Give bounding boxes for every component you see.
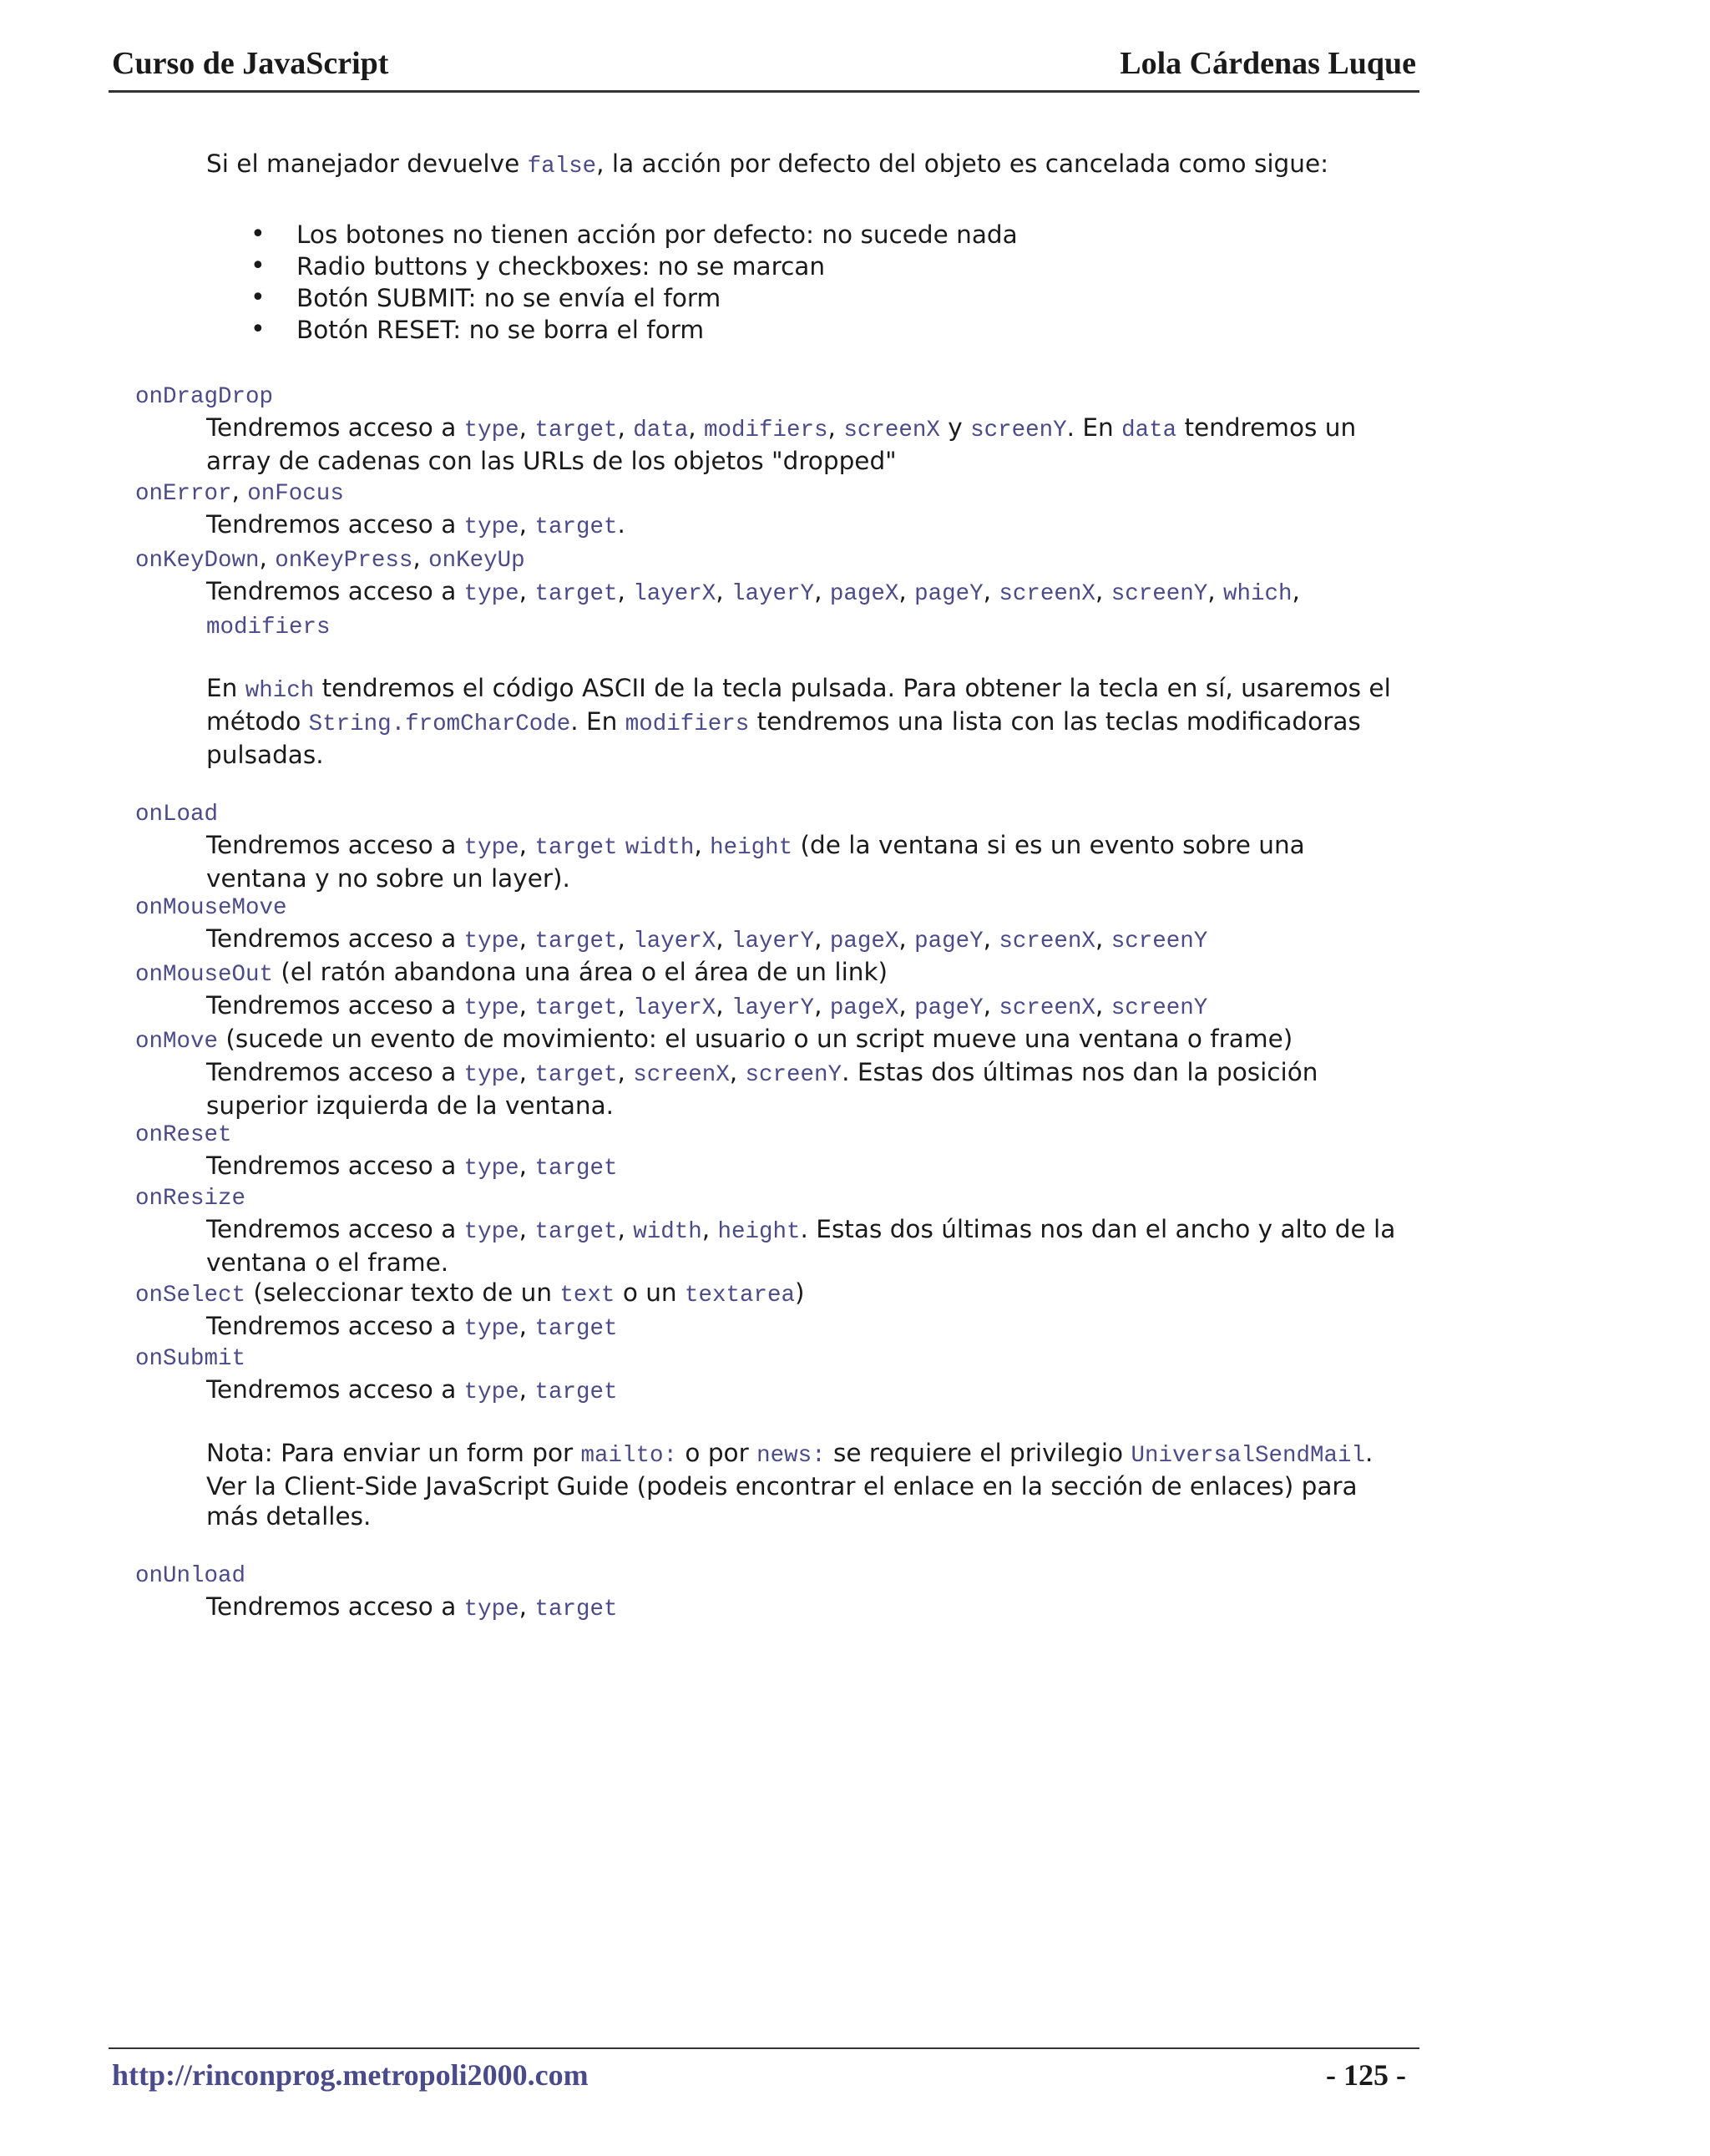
list-item: • Botón SUBMIT: no se envía el form <box>250 282 1404 314</box>
event-description: Tendremos acceso a type, target <box>206 1375 618 1405</box>
footer-url-link[interactable]: http://rinconprog.metropoli2000.com <box>112 2058 589 2092</box>
event-name: onDragDrop <box>135 384 274 410</box>
list-item: • Radio buttons y checkboxes: no se marcan <box>250 251 1404 282</box>
event-onmousemove <box>135 893 1404 957</box>
event-description: Tendremos acceso a type, target, data, modifiers, screenX y screenY. En data tendremos un array de cadenas con las URLs de los objetos "dropped" <box>206 413 1357 475</box>
page-body <box>135 149 1404 1625</box>
cancel-actions-list <box>250 219 1404 346</box>
intro-paragraph: Si el manejador devuelve false, la acción por defecto del objeto es cancelada como sigue: <box>206 149 1329 180</box>
event-onunload <box>135 1561 1404 1625</box>
event-name: onMouseMove <box>135 895 287 921</box>
which-paragraph: En which tendremos el código ASCII de la tecla pulsada. Para obtener la tecla en sí, usaremos el método String.fromCharCode. En modifiers tendremos una lista con las teclas modificadoras pulsadas. <box>206 674 1391 769</box>
nota-paragraph: Nota: Para enviar un form por mailto: o por news: se requiere el privilegio UniversalSendMail. Ver la Client-Side JavaScript Guide (podeis encontrar el enlace en la sección de enlaces) para más detalles. <box>206 1439 1374 1531</box>
event-onsubmit <box>135 1344 1404 1531</box>
event-name: onError, onFocus <box>135 477 344 507</box>
page-footer <box>109 2047 1419 2108</box>
event-name: onUnload <box>135 1563 246 1589</box>
event-name: onSelect (seleccionar texto de un text o un textarea) <box>135 1278 805 1308</box>
event-onload <box>135 800 1404 893</box>
event-onerror-onfocus <box>135 476 1404 543</box>
event-name: onLoad <box>135 802 219 827</box>
event-description: Tendremos acceso a type, target <box>206 1592 618 1622</box>
event-name: onMove (sucede un evento de movimiento: el usuario o un script mueve una ventana o frame) <box>135 1025 1293 1055</box>
event-name: onMouseOut (el ratón abandona una área o el área de un link) <box>135 958 888 988</box>
event-onkey <box>135 543 1404 770</box>
event-description: Tendremos acceso a type, target <box>206 1312 618 1342</box>
page-number: - 125 - <box>1326 2058 1406 2092</box>
event-name: onResize <box>135 1186 246 1212</box>
event-onresize <box>135 1184 1404 1278</box>
event-description: Tendremos acceso a type, target <box>206 1151 618 1182</box>
event-name: onSubmit <box>135 1346 246 1372</box>
event-onreset <box>135 1121 1404 1184</box>
event-onselect <box>135 1278 1404 1344</box>
event-name: onKeyDown, onKeyPress, onKeyUp <box>135 544 525 574</box>
event-description: Tendremos acceso a type, target, screenX, screenY. Estas dos últimas nos dan la posición superior izquierda de la ventana. <box>206 1058 1318 1120</box>
event-description: Tendremos acceso a type, target, layerX, layerY, pageX, pageY, screenX, screenY, which, modifiers <box>206 577 1300 640</box>
event-description: Tendremos acceso a type, target. <box>206 510 625 540</box>
code-false: false <box>527 154 597 180</box>
event-name: onReset <box>135 1122 232 1148</box>
event-ondragdrop <box>135 382 1404 476</box>
event-description: Tendremos acceso a type, target, layerX, layerY, pageX, pageY, screenX, screenY <box>206 924 1208 954</box>
header-course-title: Curso de JavaScript <box>112 46 389 81</box>
list-item: • Los botones no tienen acción por defecto: no sucede nada <box>250 219 1404 251</box>
event-onmouseout <box>135 957 1404 1024</box>
list-item: • Botón RESET: no se borra el form <box>250 314 1404 346</box>
page-header <box>109 42 1419 93</box>
event-onmove <box>135 1024 1404 1121</box>
header-author: Lola Cárdenas Luque <box>1120 46 1416 81</box>
event-description: Tendremos acceso a type, target width, height (de la ventana si es un evento sobre una ventana y no sobre un layer). <box>206 831 1305 893</box>
event-description: Tendremos acceso a type, target, layerX, layerY, pageX, pageY, screenX, screenY <box>206 991 1208 1021</box>
event-description: Tendremos acceso a type, target, width, height. Estas dos últimas nos dan el ancho y alto de la ventana o el frame. <box>206 1215 1396 1277</box>
